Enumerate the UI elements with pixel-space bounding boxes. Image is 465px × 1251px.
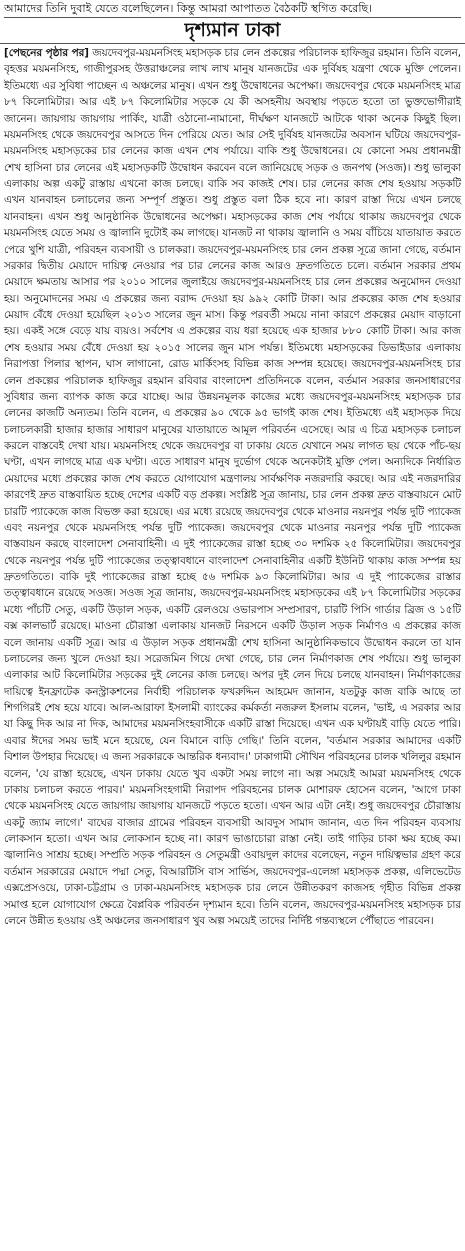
- article-body-text: জয়দেবপুর-ময়মনসিংহ মহাসড়ক চার লেন প্রকল্পের পরিচালক হাফিজুর রহমান। তিনি বলেন, বৃহত্তর ময়মনসিংহ, গাজীপুরসহ উত্তরাঞ্চলের লাখ লাখ মানুষ যানজটের এক দুর্বিষহ যন্ত্রণা থেকে মুক্তি পেলেন। ইতিমধ্যে এর সুবিধা পাচ্ছেন এ অঞ্চলের মানুষ। এখন শুধু উদ্বোধনের অপেক্ষা। জয়দেবপুর থেকে ময়মনসিংহ মাত্র ৮৭ কিলোমিটার। আর এই ৮৭ কিলোমিটার সড়কে যে কী অসহনীয় অবস্থায় পড়তে হতো তা ভুক্তভোগীরাই জানেন। জায়গায় জায়গায় পার্কিং, যাত্রী ওঠানো-নামানো, দীর্ঘক্ষণ যানজটে আটকে থাকা অনেক কিছুই ছিল। ময়মনসিংহ থেকে জয়দেবপুর আসতে দিন পেরিয়ে যেত। আর সেই দুর্বিষহ যানজটের অবসান ঘটিয়ে জয়দেবপুর-ময়মনসিংহ মহাসড়কের চার লেনের কাজ এখন শেষ পর্যায়ে। বাকি শুধু উদ্বোধনের। যে কোনো সময় প্রধানমন্ত্রী শেখ হাসিনা চার লেনের এই মহাসড়কটি উদ্বোধন করবেন বলে জানিয়েছে সড়ক ও জনপথ (সওজ)। শুধু ভালুকা এলাকায় অল্প একটু রাস্তায় এখনো কাজ চলছে। বাকি সব কাজই শেষ। চার লেনের কাজ শেষ হওয়ায় সড়কটি এখন যানবাহন চলাচলের জন্য সম্পূর্ণ প্রস্তুত। শুধু প্রস্তুত বলা ঠিক হবে না। কারণ রাস্তা দিয়ে এখন চলছে যানবাহন। এখন শুধু আনুষ্ঠানিক উদ্বোধনের অপেক্ষা। মহাসড়কের কাজ শেষ পর্যায়ে থাকায় জয়দেবপুর থেকে ময়মনসিংহ যেতে সময় ও জ্বালানি দুটোই কম লাগছে। যানজট না থাকায় জ্বালানি ও সময় বাঁচিয়ে যাতায়াত করতে পেরে খুশি যাত্রী, পরিবহন ব্যবসায়ী ও চালকরা। জয়দেবপুর-ময়মনসিংহ চার লেন প্রকল্প সূত্রে জানা গেছে, বর্তমান সরকার দ্বিতীয় মেয়াদে দায়িত্ব নেওয়ার পর চার লেনের কাজ আরও দ্রুতগতিতে চলে। বর্তমান সরকার প্রথম মেয়াদে ক্ষমতায় আসার পর ২০১০ সালের জুলাইয়ে জয়দেবপুর-ময়মনসিংহ চার লেন প্রকল্পের অনুমোদন দেওয়া হয়। অনুমোদনের সময় এ প্রকল্পের জন্য বরাদ্দ দেওয়া হয় ৯৯২ কোটি টাকা। আর প্রকল্পের কাজ শেষ হওয়ার মেয়াদ বেঁধে দেওয়া হয়েছিল ২০১৩ সালের জুন মাস। কিন্তু পরবর্তী সময়ে নানা কারণে প্রকল্পের মেয়াদ বাড়ানো হয়। একই সঙ্গে বেড়ে যায় ব্যয়ও। সর্বশেষ এ প্রকল্পের ব্যয় ধরা হয়েছে এক হাজার ৮৮০ কোটি টাকা। আর কাজ শেষ হওয়ার সময় বেঁধে দেওয়া হয় ২০১৫ সালের জুন মাস পর্যন্ত। ইতিমধ্যে মহাসড়কের ডিভাইডার এলাকায় নিরাপত্তা পিলার স্থাপন, ঘাস লাগানো, রোড মার্কিংসহ বিভিন্ন কাজ সম্পন্ন হয়েছে। জয়দেবপুর-ময়মনসিংহ চার লেন প্রকল্পের পরিচালক হাফিজুর রহমান রবিবার বাংলাদেশ প্রতিদিনকে বলেন, বর্তমান সরকার জনসাধারণের সুবিধার জন্য ব্যাপক কাজ করে যাচ্ছে। আর উন্নয়নমূলক কাজের মধ্যে জয়দেবপুর-ময়মনসিংহ মহাসড়ক চার লেনের কাজটি অন্যতম। তিনি বলেন, এ প্রকল্পের ৯০ থেকে ৯৫ ভাগই কাজ শেষ। ইতিমধ্যে এই মহাসড়ক দিয়ে চলাচলকারী হাজার হাজার সাধারণ মানুষের যাতায়াতে আমূল পরিবর্তন এসেছে। আর এ চিত্র মহাসড়ক চলাচল করলে বাস্তবেই দেখা যায়। ময়মনসিংহ থেকে জয়দেবপুর বা ঢাকায় যেতে যেখানে সময় লাগত ছয় থেকে পাঁচ-ছয় ঘণ্টা, এখন লাগছে মাত্র এক ঘণ্টা। এতে সাধারণ মানুষ দুর্ভোগ থেকে অনেকটাই মুক্তি পেল। অন্যদিকে নির্ধারিত মেয়াদের মধ্যে প্রকল্পের কাজ শেষ করতে যোগাযোগ মন্ত্রণালয় সার্বক্ষণিক নজরদারি করছে। আর এই নজরদারির কারণেই দ্রুত বাস্তবায়িত হচ্ছে দেশের একটি বড় প্রকল্প। সংশ্লিষ্ট সূত্র জানায়, চার লেন প্রকল্প দ্রুত বাস্তবায়নে মোট চারটি প্যাকেজে কাজ বিভক্ত করা হয়েছে। এর মধ্যে রয়েছে জয়দেবপুর থেকে মাওনার নয়নপুর পর্যন্ত দুটি প্যাকেজ এবং নয়নপুর থেকে ময়মনসিংহ পর্যন্ত দুটি প্যাকেজ। জয়দেবপুর থেকে মাওনার নয়নপুর পর্যন্ত দুটি প্যাকেজ বাস্তবায়ন করছে বাংলাদেশ সেনাবাহিনী। এ দুই প্যাকেজের রাস্তা হচ্ছে ৩০ দশমিক ২৫ কিলোমিটার। জয়দেবপুর থেকে নয়নপুর পর্যন্ত দুটি প্যাকেজের তত্ত্বাবধানে বাংলাদেশ সেনাবাহিনীর একটি ইউনিট থাকায় কাজ সম্পন্ন হয় দ্রুতগতিতে। বাকি দুই প্যাকেজের রাস্তা হচ্ছে ৫৬ দশমিক ৯৩ কিলোমিটার। আর এ দুই প্যাকেজের রাস্তার তত্ত্বাবধানে রয়েছে সওজ। সওজ সূত্র জানায়, জয়দেবপুর-ময়মনসিংহ মহাসড়কের এই ৮৭ কিলোমিটার সড়কের মধ্যে পাঁচটি সেতু, একটি উড়াল সড়ক, একটি রেলওয়ে ওভারপাস সম্প্রসারণ, চারটি পিসি গার্ডার ব্রিজ ও ১৫টি বক্স কালভার্ট রয়েছে। মাওনা চৌরাস্তা এলাকায় যানজট নিরসনে একটি উড়াল সড়ক নির্মাণও এ প্রকল্পের কাজ বলে জানায় একটি সূত্র। আর এ উড়াল সড়ক প্রধানমন্ত্রী শেখ হাসিনা আনুষ্ঠানিকভাবে উদ্বোধন করলে তা যান চলাচলের জন্য খুলে দেওয়া হয়। সরেজমিন গিয়ে দেখা গেছে, চার লেন নির্মাণকাজ শেষ পর্যায়ে। শুধু ভালুকা এলাকার আট কিলোমিটার সড়কের দুই লেনের কাজ চলছে। অপর দুই লেন দিয়ে চলছে যানবাহন। নির্মাণকাজের দায়িত্বে ইনফ্রাটেক কনস্ট্রাকশনের নির্বাহী পরিচালক ফখরুদ্দিন আহমেদ জানান, যতটুকু কাজ বাকি আছে তা শিগগিরই শেষ হয়ে যাবে। আল-আরাফা ইসলামী ব্যাংকের কর্মকর্তা নজরুল ইসলাম বলেন, 'ভাই, এ সরকার আর যা কিছু দিক আর না দিক, আমাদের ময়মনসিংহবাসীকে একটি রাস্তা দিয়েছে। এখন এক ঘণ্টায়ই বাড়ি যেতে পারি। এবার ঈদের সময় ভাই মনে হয়েছে, যেন বিমানে বাড়ি গেছি।' তিনি বলেন, 'বর্তমান সরকার আমাদের একটি বিশাল উপহার দিয়েছে। এ জন্য সরকারকে আন্তরিক ধন্যবাদ।' ঢাকাগামী সৌখিন পরিবহনের চালক খলিলুর রহমান বলেন, 'যে রাস্তা হয়েছে, এখন ঢাকায় যেতে খুব একটা সময় লাগে না। অল্প সময়েই আমরা ময়মনসিংহ থেকে ঢাকায় চলাচল করতে পারব।' ময়মনসিংহগামী নিরাপদ পরিবহনের চালক মোশারফ হোসেন বলেন, 'আগে ঢাকা থেকে ময়মনসিংহ যেতে জায়গায় জায়গায় যানজটে পড়তে হতো। এখন আর এটা নেই। শুধু জয়দেবপুর চৌরাস্তায় একটু জ্যাম লাগে।' বাঘের বাজার গ্রামের পরিবহন ব্যবসায়ী আবদুস সামাদ জানান, এত দিন পরিবহন ব্যবসায় লোকসান হতো। এখন আর লোকসান হচ্ছে না। কারণ ভাঙাচোরা রাস্তা নেই। তাই গাড়ির চাকা ক্ষয় হচ্ছে কম। জ্বালানিও সাশ্রয় হচ্ছে। সম্প্রতি সড়ক পরিবহন ও সেতুমন্ত্রী ওবায়দুল কাদের বলেছেন, নতুন দায়িত্বভার গ্রহণ করে বর্তমান সরকারের মেয়াদে পদ্মা সেতু, বিআরটিসি বাস সার্ভিস, জয়দেবপুর-এলেঙ্গা মহাসড়ক প্রকল্প, এলিভেটেড এক্সপ্রেসওয়ে, ঢাকা-চট্টগ্রাম ও ঢাকা-ময়মনসিংহ মহাসড়ক চার লেনে উন্নীতকরণ কাজসহ গৃহীত বিভিন্ন প্রকল্প সমাপ্ত হলে যোগাযোগ ক্ষেত্রে বৈপ্লবিক পরিবর্তন দৃশ্যমান হবে। তিনি বলেন, জয়দেবপুর-ময়মনসিংহ মহাসড়ক চার লেনে উন্নীত হওয়ায় ওই অঞ্চলের জনসাধারণ খুব অল্প সময়েই তাদের নির্দিষ্ট গন্তব্যস্থলে পৌঁছাতে পারবেন।: [4, 47, 462, 927]
- previous-article-tail: আমাদের তিনি দুবাই যেতে বলেছিলেন। কিন্তু আমরা আপাতত বৈঠকটি স্থগিত করেছি।: [4, 0, 461, 18]
- continued-from-back-page-kicker: [পেছনের পৃষ্ঠার পর]: [4, 47, 89, 59]
- article-headline: দৃশ্যমান ঢাকা: [0, 17, 465, 44]
- article-body: [4, 45, 461, 929]
